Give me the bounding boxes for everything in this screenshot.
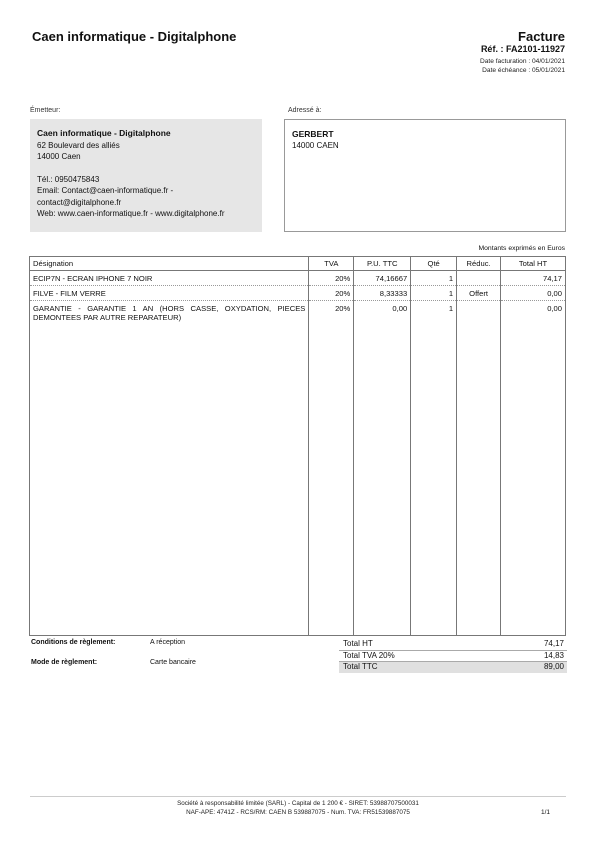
- header-total: Total HT: [501, 257, 566, 271]
- emetteur-address1: 62 Boulevard des alliés: [37, 140, 120, 150]
- row-designation: ECIP7N - ECRAN IPHONE 7 NOIR: [30, 271, 309, 286]
- row-tva: 20%: [309, 301, 354, 325]
- total-ttc-row: [339, 661, 567, 673]
- total-tva-value: 14,83: [543, 650, 564, 660]
- row-pu: 74,16667: [354, 271, 411, 286]
- mode-reglement-value: Carte bancaire: [150, 659, 196, 666]
- invoice-dates: [480, 58, 565, 75]
- emetteur-address2: 14000 Caen: [37, 152, 81, 161]
- emetteur-name: Caen informatique - Digitalphone: [37, 128, 171, 138]
- destinataire-box: [284, 119, 566, 232]
- row-reduc: [457, 271, 501, 286]
- row-total: 0,00: [501, 301, 566, 325]
- destinataire-city: 14000 CAEN: [292, 141, 339, 150]
- emetteur-email-line1: Email: Contact@caen-informatique.fr -: [37, 186, 174, 195]
- row-tva: 20%: [309, 271, 354, 286]
- row-total: 0,00: [501, 286, 566, 301]
- footer-line1: Société à responsabilité limitée (SARL) - Capital de 1 200 € - SIRET: 53988707500031: [177, 800, 419, 807]
- total-ttc-value: 89,00: [543, 662, 564, 671]
- conditions-reglement-label: Conditions de règlement:: [31, 639, 116, 646]
- footer-line2: NAF-APE: 4741Z - RCS/RM: CAEN B 539887075 - Num. TVA: FR51539887075: [186, 808, 410, 816]
- invoice-reference: Réf. : FA2101-11927: [480, 44, 565, 54]
- row-qte: 1: [411, 286, 457, 301]
- total-ht-row: [339, 639, 567, 650]
- destinataire-label: Adressé à:: [288, 107, 322, 114]
- destinataire-name: GERBERT: [292, 129, 334, 139]
- emetteur-label: Émetteur:: [30, 107, 61, 114]
- emetteur-tel: Tél.: 0950475843: [37, 174, 100, 184]
- row-qte: 1: [411, 271, 457, 286]
- emetteur-email-line2: contact@digitalphone.fr: [37, 197, 122, 207]
- footer-divider: [30, 796, 566, 797]
- header-designation: Désignation: [30, 257, 309, 271]
- header-tva: TVA: [309, 257, 354, 271]
- emetteur-web: Web: www.caen-informatique.fr - www.digitalphone.fr: [37, 209, 225, 218]
- total-tva-label: Total TVA 20%: [343, 650, 395, 660]
- row-total: 74,17: [501, 271, 566, 286]
- row-reduc: Offert: [457, 286, 501, 301]
- emetteur-box: [30, 119, 262, 232]
- total-ht-label: Total HT: [343, 639, 373, 648]
- row-pu: 8,33333: [354, 286, 411, 301]
- conditions-reglement-value: A réception: [150, 639, 186, 646]
- currency-note: Montants exprimés en Euros: [478, 245, 565, 252]
- document-title: Facture: [518, 29, 565, 44]
- header-reduc: Réduc.: [457, 257, 501, 271]
- mode-reglement-label: Mode de règlement:: [31, 659, 98, 666]
- row-qte: 1: [411, 301, 457, 325]
- header-qte: Qté: [411, 257, 457, 271]
- row-pu: 0,00: [354, 301, 411, 325]
- invoice-items-table: [29, 256, 566, 636]
- table-filler-row: [30, 324, 566, 636]
- total-ht-value: 74,17: [543, 639, 564, 648]
- total-ttc-label: Total TTC: [343, 662, 378, 671]
- table-header-row: [30, 257, 566, 271]
- row-designation: FILVE - FILM VERRE: [30, 286, 309, 301]
- row-reduc: [457, 301, 501, 325]
- table-row: [30, 271, 566, 286]
- row-tva: 20%: [309, 286, 354, 301]
- legal-footer: [30, 800, 566, 817]
- totals-block: [339, 639, 567, 673]
- page-number: 1/1: [540, 809, 550, 816]
- row-designation: GARANTIE - GARANTIE 1 AN (HORS CASSE, OXYDATION, PIECES DEMONTEES PAR AUTRE REPARATEUR): [30, 301, 309, 325]
- date-echeance: Date échéance : 05/01/2021: [482, 66, 565, 74]
- date-facturation: Date facturation : 04/01/2021: [479, 58, 565, 65]
- company-title: Caen informatique - Digitalphone: [32, 29, 237, 44]
- total-tva-row: [339, 650, 567, 662]
- table-row: [30, 301, 566, 325]
- header-pu: P.U. TTC: [354, 257, 411, 271]
- table-row: [30, 286, 566, 301]
